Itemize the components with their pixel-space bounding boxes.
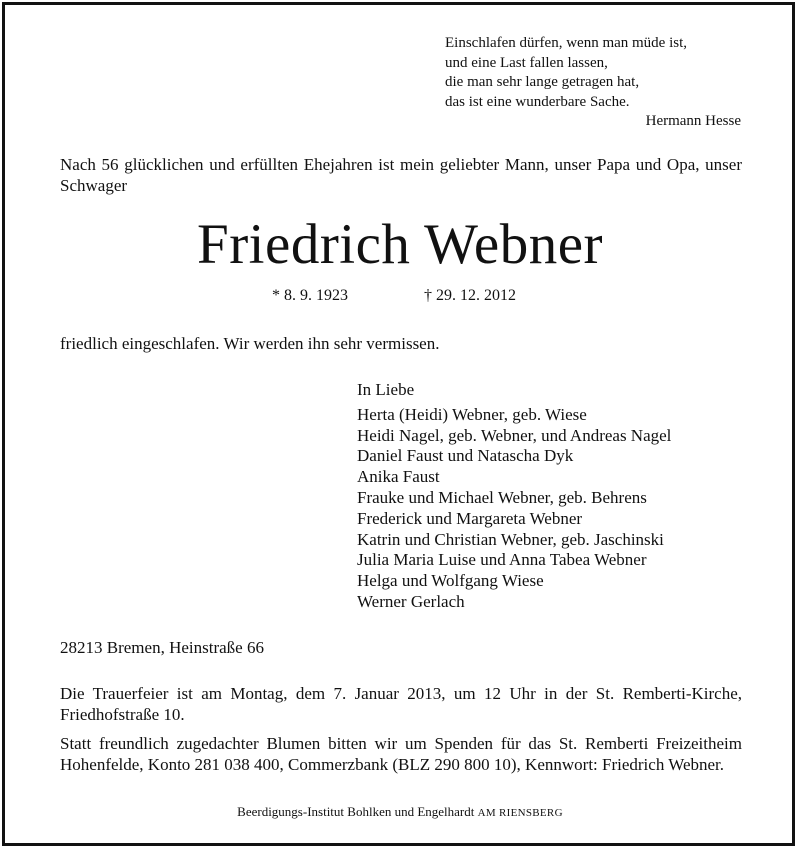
list-item: Helga und Wolfgang Wiese xyxy=(357,571,544,591)
quote-line: Einschlafen dürfen, wenn man müde ist, xyxy=(445,35,688,51)
undertaker-name: Beerdigungs-Institut Bohlken und Engelhardt xyxy=(237,804,475,819)
list-item: Anika Faust xyxy=(357,467,440,487)
mourners-block xyxy=(357,380,757,613)
undertaker-credit xyxy=(0,804,800,821)
list-item: Werner Gerlach xyxy=(357,591,465,611)
quote-line: und eine Last fallen lassen, xyxy=(445,54,608,71)
undertaker-location: AM RIENSBERG xyxy=(477,807,563,819)
donation-request: Statt freundlich zugedachter Blumen bitten wir um Spenden für das St. Remberti Freizeitheim Hohenfelde, Konto 281 038 400, Commerzbank (BLZ 290 800 10), Kennwort: Friedrich Webner. xyxy=(60,734,742,774)
funeral-info: Die Trauerfeier ist am Montag, dem 7. Januar 2013, um 12 Uhr in der St. Remberti-Kirche, Friedhofstraße 10. xyxy=(60,684,742,724)
epigraph-quote xyxy=(445,34,745,132)
intro-text: Nach 56 glücklichen und erfüllten Ehejahren ist mein geliebter Mann, unser Papa und Opa, unser Schwager xyxy=(60,155,742,195)
mourners-list xyxy=(357,405,757,613)
list-item: Daniel Faust und Natascha Dyk xyxy=(357,446,574,466)
quote-author: Hermann Hesse xyxy=(645,113,741,129)
list-item: Katrin und Christian Webner, geb. Jaschinski xyxy=(357,529,664,549)
list-item: Herta (Heidi) Webner, geb. Wiese xyxy=(357,404,587,424)
list-item: Frederick und Margareta Webner xyxy=(357,508,583,528)
list-item: Heidi Nagel, geb. Webner, und Andreas Nagel xyxy=(357,425,672,445)
deceased-name: Friedrich Webner xyxy=(197,213,603,276)
quote-line: die man sehr lange getragen hat, xyxy=(445,74,640,90)
quote-line: das ist eine wunderbare Sache. xyxy=(445,93,630,110)
mourners-heading: In Liebe xyxy=(357,380,415,399)
list-item: Frauke und Michael Webner, geb. Behrens xyxy=(357,487,647,507)
list-item: Julia Maria Luise und Anna Tabea Webner xyxy=(357,550,647,570)
death-date: † 29. 12. 2012 xyxy=(424,287,516,304)
passing-text: friedlich eingeschlafen. Wir werden ihn sehr vermissen. xyxy=(60,334,440,353)
birth-date: * 8. 9. 1923 xyxy=(272,287,348,304)
family-address: 28213 Bremen, Heinstraße 66 xyxy=(60,638,264,657)
